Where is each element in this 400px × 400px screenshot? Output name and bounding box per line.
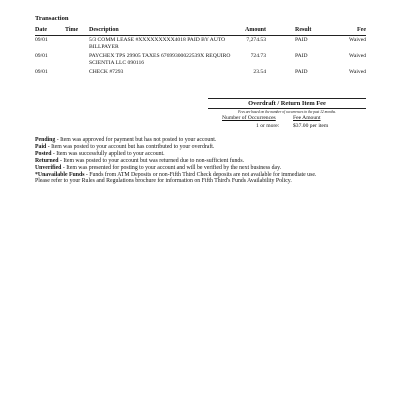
definition-posted: Posted - Item was successfully applied to your account. — [35, 150, 165, 157]
row-result: PAID — [295, 53, 308, 59]
header-time: Time — [65, 27, 79, 33]
overdraft-values — [208, 123, 366, 131]
definition-unverified: Unverified - Item was presented for posting to your account and will be verified by the next business day. — [35, 164, 282, 171]
row-date: 09/01 — [35, 69, 48, 75]
table-row — [35, 37, 366, 51]
fee-amount-value: $37.00 per item — [293, 123, 329, 129]
row-fee: Waived — [349, 37, 366, 43]
fee-amount-header: Fee Amount — [293, 115, 321, 121]
header-date: Date — [35, 27, 47, 33]
row-description: CHECK #7293 — [89, 69, 124, 75]
definition-paid: Paid - Item was posted to your account but has contributed to your overdraft. — [35, 143, 215, 150]
section-title: Transaction — [35, 15, 69, 22]
row-description: PAYCHEX TPS 29905 TAXES 67699300022539X REQUIRO SCIENTIA LLC 090116 — [89, 53, 231, 66]
overdraft-note: Fees are based on the number of occurrences in the past 12 months. — [238, 110, 336, 114]
header-fee: Fee — [357, 27, 366, 33]
row-fee: Waived — [349, 53, 366, 59]
header-description: Description — [89, 27, 119, 33]
row-fee: Waived — [349, 69, 366, 75]
row-amount: 724.73 — [250, 53, 266, 59]
table-header — [35, 27, 366, 36]
occurrences-value: 1 or more: — [256, 123, 280, 129]
header-result: Result — [295, 27, 312, 33]
row-date: 09/01 — [35, 53, 48, 59]
row-result: PAID — [295, 69, 308, 75]
occurrences-header: Number of Occurrences — [222, 115, 276, 121]
row-description: 5/3 COMM LEASE #XXXXXXXXX4018 PAID BY AUTO BILLPAYER — [89, 37, 226, 50]
overdraft-columns — [208, 115, 366, 123]
table-row — [35, 69, 366, 77]
table-row — [35, 53, 366, 67]
overdraft-fee-box — [208, 98, 366, 131]
definition-pending: Pending - Item was approved for payment but has not posted to your account. — [35, 137, 217, 143]
definition-unavailable-funds: *Unavailable Funds - Funds from ATM Deposits or non-Fifth Third Check deposits are not available for immediate use. — [35, 171, 317, 178]
row-amount: 23.54 — [253, 69, 266, 75]
definition-returned: Returned - Item was posted to your account but was returned due to non-sufficient funds. — [35, 157, 245, 164]
header-amount: Amount — [244, 27, 266, 33]
funds-availability-note: Please refer to your Rules and Regulations brochure for information on Fifth Third's Funds Availability Policy. — [35, 178, 292, 185]
status-definitions — [35, 137, 375, 185]
row-amount: 7,274.53 — [246, 37, 266, 43]
transaction-table — [35, 27, 366, 77]
row-result: PAID — [295, 37, 308, 43]
overdraft-title: Overdraft / Return Item Fee — [208, 99, 366, 109]
row-date: 09/01 — [35, 37, 48, 43]
